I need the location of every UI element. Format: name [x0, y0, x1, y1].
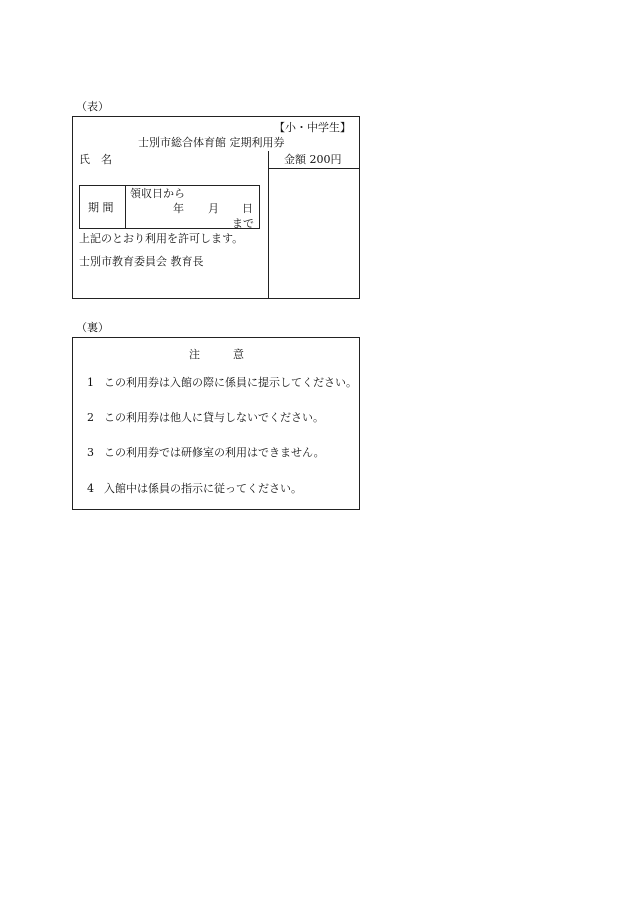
permission-text: 上記のとおり利用を許可します。 [79, 232, 244, 245]
amount-column-divider [268, 151, 269, 299]
note-number: 4 [87, 482, 94, 495]
amount-divider [268, 168, 360, 169]
amount-label: 金額 200円 [284, 153, 342, 166]
period-day: 日 [242, 202, 253, 215]
front-side-label: （表） [76, 100, 109, 113]
note-text: この利用券は他人に貸与しないでください。 [104, 411, 324, 424]
period-label: 期 間 [88, 201, 114, 214]
period-year: 年 [173, 202, 184, 215]
category-label: 【小・中学生】 [274, 121, 351, 134]
note-number: 3 [87, 446, 94, 459]
note-number: 1 [87, 376, 94, 389]
back-side-label: （裏） [76, 321, 109, 334]
note-text: この利用券は入館の際に係員に提示してください。 [104, 376, 357, 389]
period-month: 月 [208, 202, 219, 215]
name-label: 氏 名 [79, 153, 112, 166]
note-text: 入館中は係員の指示に従ってください。 [104, 482, 302, 495]
notes-heading: 注 意 [189, 348, 244, 361]
period-from: 領収日から [130, 187, 185, 200]
period-until: まで [232, 217, 254, 230]
issuer-text: 士別市教育委員会 教育長 [79, 255, 204, 268]
period-divider [125, 186, 126, 228]
note-text: この利用券では研修室の利用はできません。 [104, 446, 325, 459]
note-number: 2 [87, 411, 94, 424]
ticket-title: 士別市総合体育館 定期利用券 [138, 136, 285, 149]
